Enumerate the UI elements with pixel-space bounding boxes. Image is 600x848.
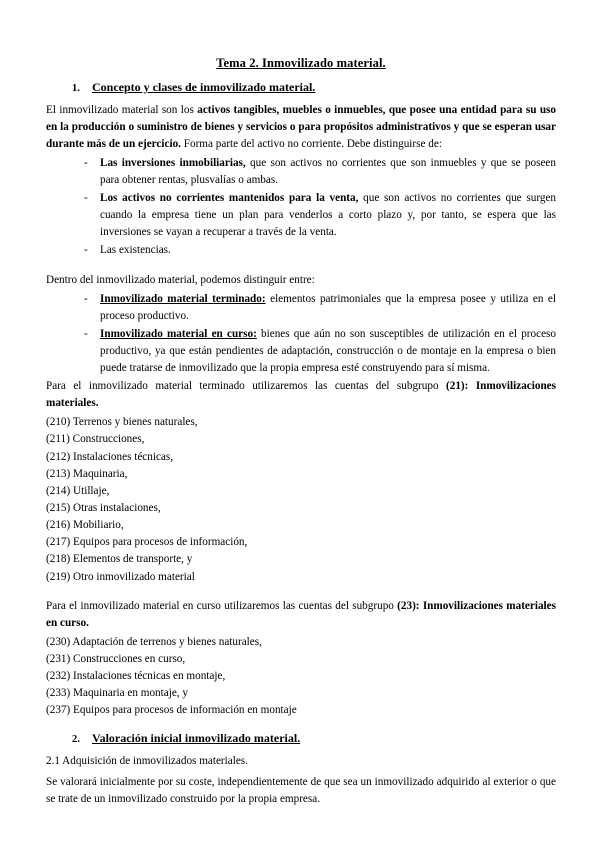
list-item-lead: Inmovilizado material en curso: — [100, 328, 257, 341]
section-title-1: Concepto y clases de inmovilizado material. — [92, 80, 316, 94]
list-item — [84, 326, 556, 377]
list-item-lead: Los activos no corrientes mantenidos para la venta, — [100, 192, 359, 205]
section1-second-intro: Dentro del inmovilizado material, podemos distinguir entre: — [46, 274, 315, 287]
distinction-list — [46, 155, 556, 259]
classification-list — [46, 291, 556, 377]
list-item — [84, 190, 556, 241]
list-item-rest: elementos patrimoniales que la empresa posee y utiliza en el proceso productivo. — [100, 293, 557, 323]
subgroup-23-paragraph — [46, 598, 556, 632]
account-line: (213) Maquinaria, — [46, 467, 128, 480]
section-heading-2 — [46, 731, 556, 746]
section-title-2: Valoración inicial inmovilizado material. — [92, 731, 301, 746]
spacer — [46, 260, 556, 272]
list-item — [84, 242, 556, 259]
account-line: (230) Adaptación de terrenos y bienes naturales, — [46, 635, 262, 648]
list-item-rest: bienes que aún no son susceptibles de utilización en el proceso productivo, ya que están pendientes de adaptación, construcción o de montaje en la empresa o bien puede tratarse de inmovilizado que la propia empresa esté construyendo para sí misma. — [100, 328, 556, 375]
list-item-rest: que son activos no corrientes que surgen cuando la empresa tiene un plan para venderlos a corto plazo y, por tanto, se espera que las inversiones se vayan a recuperar a través de la venta. — [100, 192, 556, 239]
account-line: (212) Instalaciones técnicas, — [46, 450, 174, 463]
account-line: (218) Elementos de transporte, y — [46, 553, 193, 566]
subgroup-21-paragraph — [46, 378, 556, 412]
spacer — [46, 719, 556, 731]
account-line: (211) Construcciones, — [46, 433, 145, 446]
account-line: (214) Utillaje, — [46, 484, 110, 497]
subgroup-23-text: Para el inmovilizado material en curso utilizaremos las cuentas del subgrupo — [46, 599, 398, 612]
section-heading-1 — [46, 80, 556, 95]
list-item-lead: Las inversiones inmobiliarias, — [100, 157, 246, 170]
list-item-rest: que son activos no corrientes que son inmuebles y que se poseen para obtener rentas, plusvalías o ambas. — [100, 157, 556, 187]
account-line: (219) Otro inmovilizado material — [46, 570, 195, 583]
intro-text-bold: activos tangibles, muebles o inmuebles, que posee una entidad para su uso en la producción o suministro de bienes y servicios o para propósitos administrativos y que se esperan usar durante más de un ejercicio. — [46, 104, 556, 151]
section-number-1: 1. — [72, 83, 80, 94]
list-item-lead: Inmovilizado material terminado: — [100, 293, 266, 306]
spacer — [46, 586, 556, 598]
subgroup-21-text: Para el inmovilizado material terminado utilizaremos las cuentas del subgrupo — [46, 380, 447, 393]
subgroup-21-code: (21): Inmovilizaciones materiales. — [46, 380, 556, 410]
accounts-list-23 — [46, 634, 556, 720]
section1-intro-paragraph — [46, 102, 556, 153]
page-title: Tema 2. Inmovilizado material. — [216, 56, 386, 70]
list-item — [84, 291, 556, 325]
account-line: (232) Instalaciones técnicas en montaje, — [46, 669, 226, 682]
account-line: (233) Maquinaria en montaje, y — [46, 687, 188, 700]
account-line: (231) Construcciones en curso, — [46, 652, 186, 665]
intro-text-a: El inmovilizado material son los — [46, 104, 198, 116]
account-line: (216) Mobiliario, — [46, 519, 124, 532]
account-line: (217) Equipos para procesos de información, — [46, 536, 248, 549]
account-line: (210) Terrenos y bienes naturales, — [46, 416, 198, 429]
list-item — [84, 155, 556, 189]
account-line: (237) Equipos para procesos de información en montaje — [46, 704, 297, 717]
account-line: (215) Otras instalaciones, — [46, 501, 161, 514]
intro-text-c: Forma parte del activo no corriente. Debe distinguirse de: — [180, 138, 442, 151]
list-item-lead: Las existencias. — [100, 244, 171, 257]
subsection-heading-2-1: 2.1 Adquisición de inmovilizados materiales. — [46, 755, 248, 768]
accounts-list-21 — [46, 414, 556, 585]
subgroup-23-code: (23): Inmovilizaciones materiales en curso. — [46, 599, 556, 629]
section-number-2: 2. — [72, 734, 80, 746]
section2-paragraph: Se valorará inicialmente por su coste, independientemente de que sea un inmovilizado adquirido al exterior o que se trate de un inmovilizado construido por la propia empresa. — [46, 776, 556, 806]
